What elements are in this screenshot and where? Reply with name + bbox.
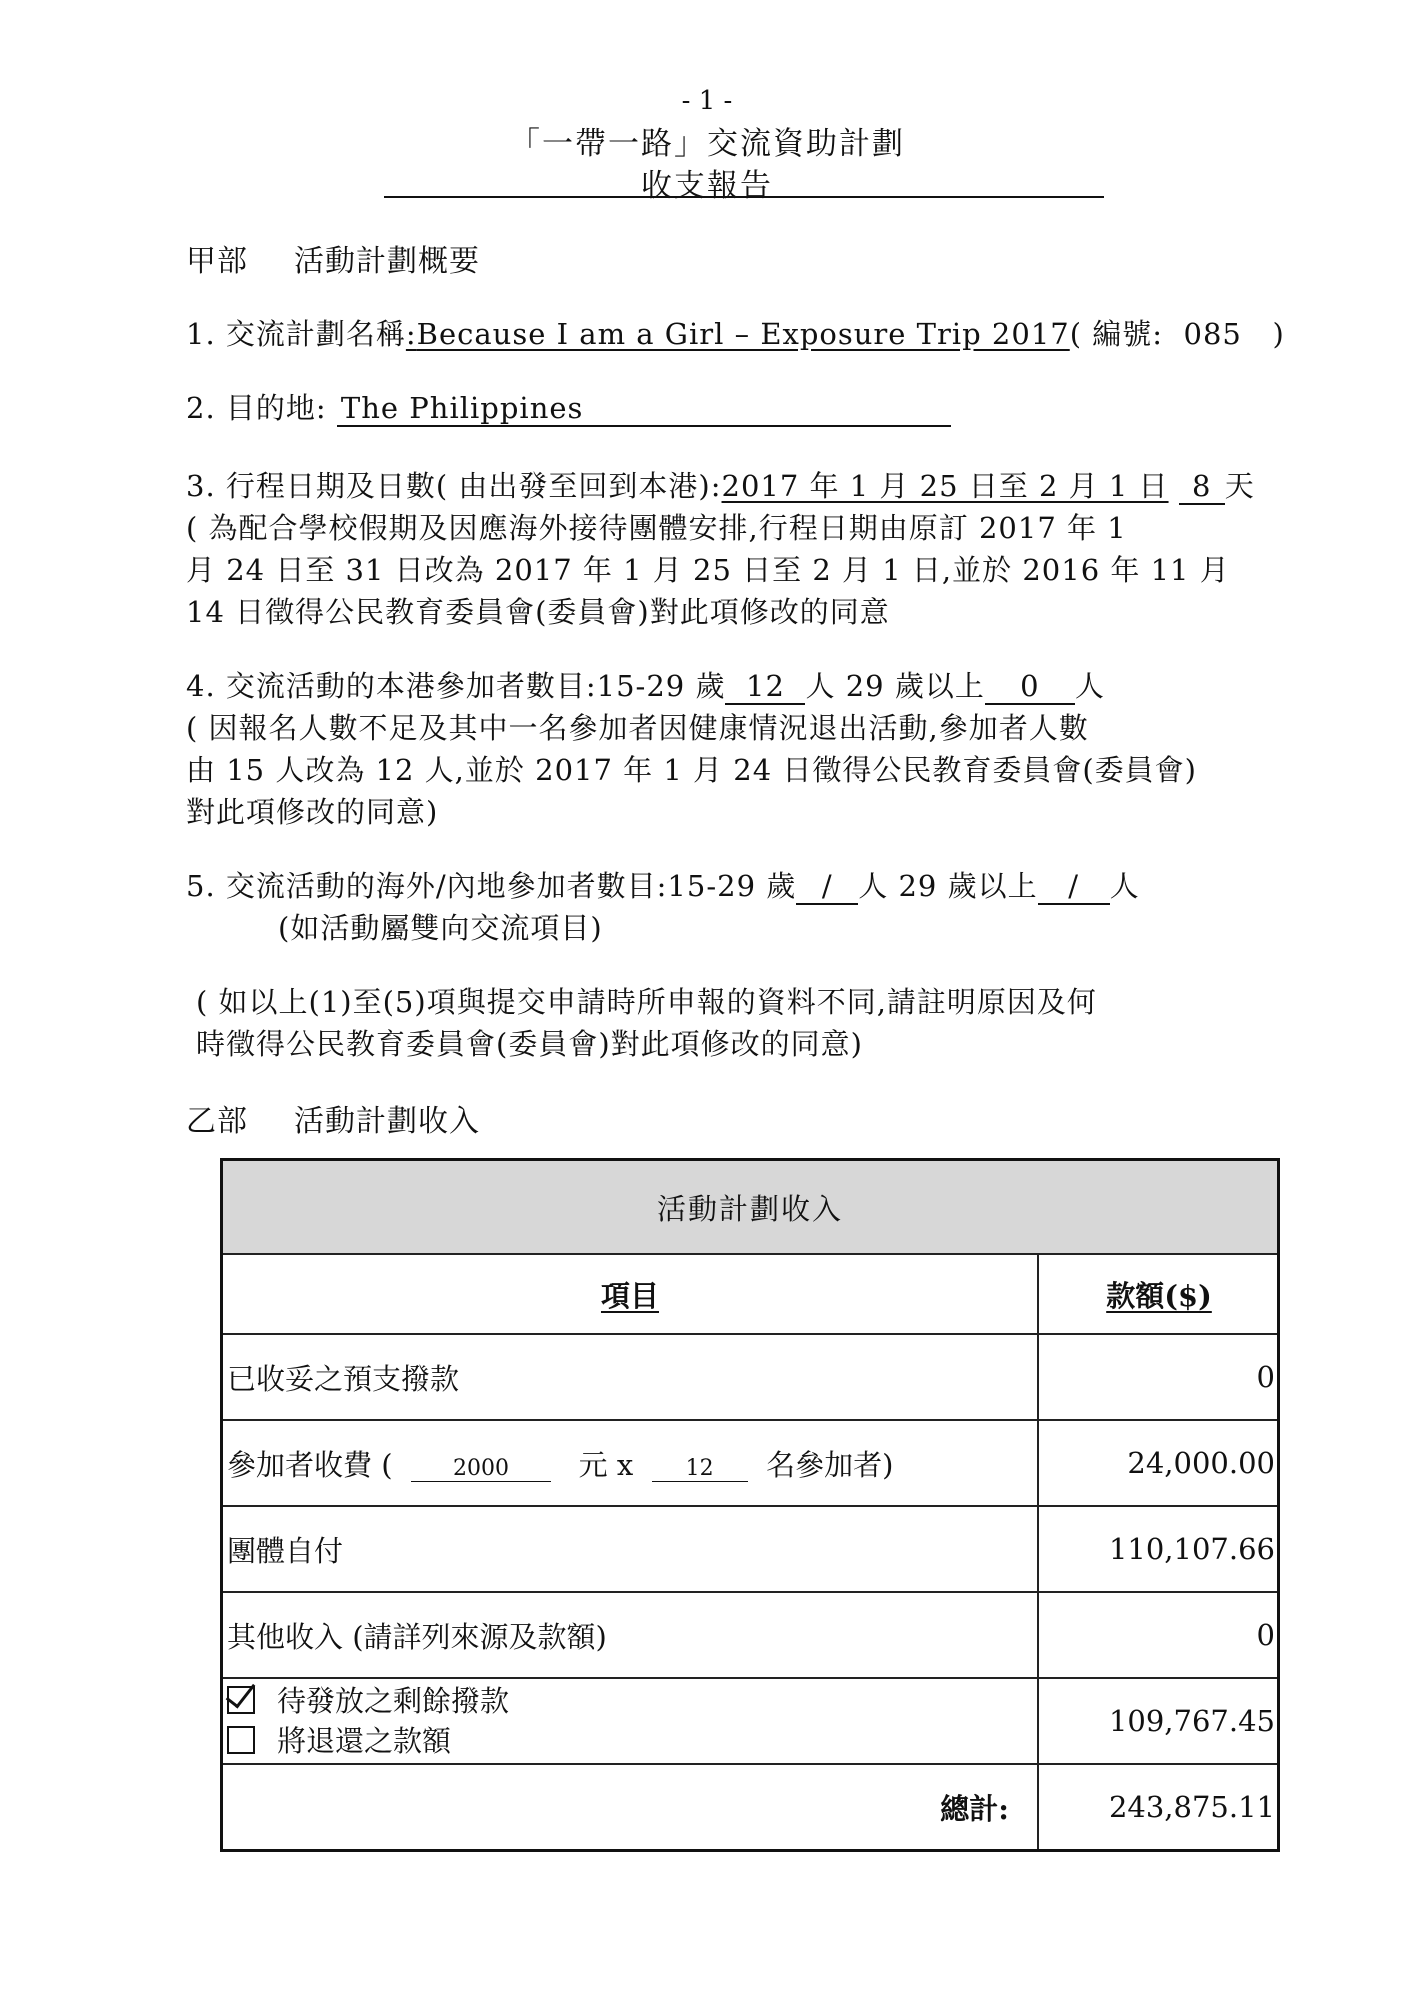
code-label: ( 編號: xyxy=(1069,317,1164,351)
table-total-row xyxy=(222,1764,1279,1851)
table-row xyxy=(222,1592,1279,1678)
item-5-overseas-participants xyxy=(186,864,1140,905)
fee-count-value: 12 xyxy=(652,1457,748,1482)
trip-days-unit: 天 xyxy=(1224,469,1255,503)
fee-unit-value: 2000 xyxy=(411,1457,551,1482)
fee-cell xyxy=(222,1420,1039,1506)
self-paid-amount: 110,107.66 xyxy=(1038,1506,1279,1592)
total-label: 總計: xyxy=(222,1764,1039,1851)
balance-option-2-label: 將退還之款額 xyxy=(277,1724,452,1758)
page-number: - 1 - xyxy=(681,86,733,116)
fee-mid: 元 x xyxy=(578,1447,634,1482)
item-4-note-line-1: ( 因報名人數不足及其中一名參加者因健康情況退出活動,參加者人數 xyxy=(186,711,1089,745)
code-value: 085 xyxy=(1183,317,1242,351)
item-4-note-line-3: 對此項修改的同意) xyxy=(186,795,439,829)
balance-option-pending xyxy=(227,1681,1033,1721)
item-3-note-line-1: ( 為配合學校假期及因應海外接待團體安排,行程日期由原訂 2017 年 1 xyxy=(186,511,1127,545)
table-row xyxy=(222,1420,1279,1506)
local-young-count: 12 xyxy=(725,671,805,705)
item-4-mid: 人 29 歲以上 xyxy=(805,669,985,703)
header-amount-cell xyxy=(1038,1254,1279,1334)
item-1-colon: : xyxy=(405,317,417,351)
balance-option-refund xyxy=(227,1721,1033,1761)
form-subtitle: 收支報告 xyxy=(641,168,773,204)
destination-value: The Philippines xyxy=(337,393,951,427)
advance-label: 已收妥之預支撥款 xyxy=(222,1334,1039,1420)
header-item: 項目 xyxy=(600,1278,659,1313)
item-1-label: 1. 交流計劃名稱 xyxy=(186,317,406,351)
item-4-unit: 人 xyxy=(1074,669,1105,703)
remark-line-2: 時徵得公民教育委員會(委員會)對此項修改的同意) xyxy=(196,1027,863,1061)
item-3-label: 3. 行程日期及日數( 由出發至回到本港): xyxy=(186,469,722,503)
item-5-mid: 人 29 歲以上 xyxy=(858,869,1038,903)
other-income-label: 其他收入 (請詳列來源及款額) xyxy=(222,1592,1039,1678)
programme-name-value: Because I am a Girl – Exposure Trip 2017 xyxy=(416,317,1070,351)
table-row xyxy=(222,1506,1279,1592)
part-b-title: 活動計劃收入 xyxy=(294,1104,480,1139)
item-1-programme-name xyxy=(186,312,1285,353)
checkbox-checked-icon[interactable] xyxy=(227,1686,255,1714)
fee-suffix: 名參加者) xyxy=(766,1447,894,1482)
remark-line-1: ( 如以上(1)至(5)項與提交申請時所申報的資料不同,請註明原因及何 xyxy=(196,985,1097,1019)
table-row xyxy=(222,1334,1279,1420)
table-caption: 活動計劃收入 xyxy=(222,1160,1279,1255)
item-5-unit: 人 xyxy=(1109,869,1140,903)
trip-dates-value: 2017 年 1 月 25 日至 2 月 1 日 xyxy=(721,469,1169,503)
checkbox-empty-icon[interactable] xyxy=(227,1726,255,1754)
title-rule xyxy=(384,196,1104,198)
part-b-label: 乙部 xyxy=(186,1104,248,1139)
balance-options-cell xyxy=(222,1678,1039,1764)
code-close: ) xyxy=(1272,317,1285,351)
header-item-cell xyxy=(222,1254,1039,1334)
balance-option-1-label: 待發放之剩餘撥款 xyxy=(277,1684,510,1718)
balance-amount: 109,767.45 xyxy=(1038,1678,1279,1764)
total-amount: 243,875.11 xyxy=(1038,1764,1279,1851)
table-row xyxy=(222,1678,1279,1764)
item-2-label: 2. 目的地: xyxy=(186,391,327,425)
form-title: 「一帶一路」交流資助計劃 xyxy=(509,126,905,162)
part-a-title: 活動計劃概要 xyxy=(294,244,480,279)
fee-prefix: 參加者收費 ( xyxy=(227,1447,393,1482)
item-5-sub: (如活動屬雙向交流項目) xyxy=(278,911,603,945)
other-income-amount: 0 xyxy=(1038,1592,1279,1678)
item-2-destination xyxy=(186,386,951,427)
item-5-label: 5. 交流活動的海外/內地參加者數目:15-29 歲 xyxy=(186,869,797,903)
trip-days-value: 8 xyxy=(1179,471,1225,505)
overseas-old-count: / xyxy=(1038,871,1110,905)
self-paid-label: 團體自付 xyxy=(222,1506,1039,1592)
item-3-dates xyxy=(186,464,1255,505)
item-4-local-participants xyxy=(186,664,1105,705)
item-4-note-line-2: 由 15 人改為 12 人,並於 2017 年 1 月 24 日徵得公民教育委員會(委員會) xyxy=(186,753,1197,787)
fee-amount: 24,000.00 xyxy=(1038,1420,1279,1506)
part-a-heading xyxy=(186,236,480,280)
item-3-note-line-3: 14 日徵得公民教育委員會(委員會)對此項修改的同意 xyxy=(186,595,890,629)
overseas-young-count: / xyxy=(796,871,858,905)
income-table xyxy=(220,1158,1280,1852)
item-3-note-line-2: 月 24 日至 31 日改為 2017 年 1 月 25 日至 2 月 1 日,並於 2016 年 11 月 xyxy=(186,553,1230,587)
table-caption-row xyxy=(222,1160,1279,1255)
item-4-label: 4. 交流活動的本港參加者數目:15-29 歲 xyxy=(186,669,726,703)
local-old-count: 0 xyxy=(985,671,1075,705)
table-header-row xyxy=(222,1254,1279,1334)
part-a-label: 甲部 xyxy=(186,244,248,279)
part-b-heading xyxy=(186,1096,480,1140)
header-amount: 款額($) xyxy=(1106,1278,1212,1313)
advance-amount: 0 xyxy=(1038,1334,1279,1420)
